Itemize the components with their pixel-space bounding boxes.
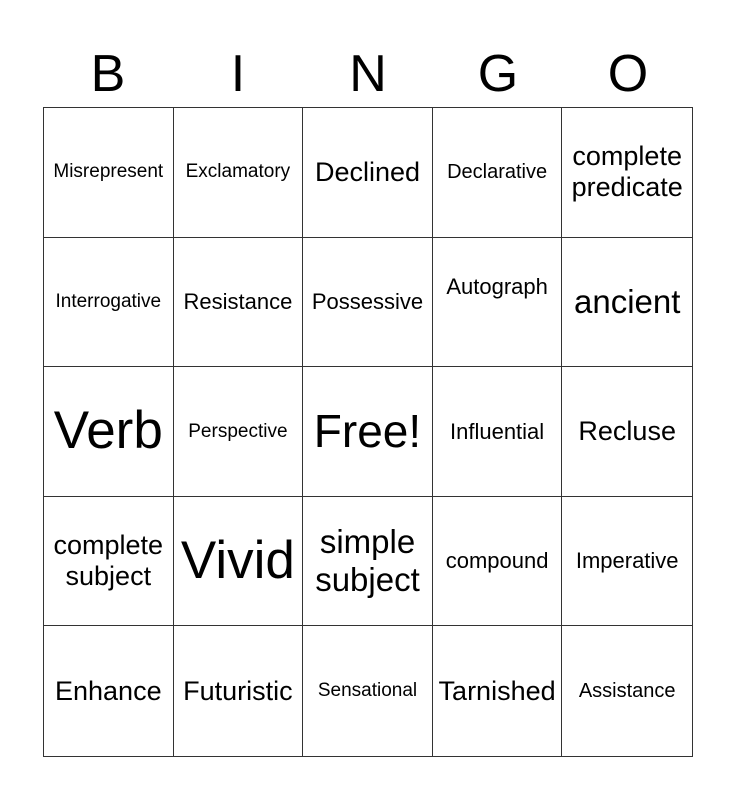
bingo-board <box>43 107 693 757</box>
cell-text: Declarative <box>447 160 548 183</box>
bingo-cell-r4c4[interactable] <box>433 497 563 627</box>
bingo-cell-r2c5[interactable] <box>562 238 692 368</box>
bingo-cell-r1c5[interactable] <box>562 108 692 238</box>
bingo-cell-r1c1[interactable] <box>44 108 174 238</box>
bingo-cell-r5c5[interactable] <box>562 626 692 756</box>
bingo-cell-r2c4[interactable] <box>433 238 563 368</box>
cell-text: Interrogative <box>55 290 162 312</box>
cell-text: Imperative <box>575 548 679 574</box>
bingo-cell-r3c3[interactable] <box>303 367 433 497</box>
cell-text: Vivid <box>180 530 295 590</box>
cell-text: Enhance <box>55 675 162 706</box>
cell-text: Sensational <box>317 680 418 702</box>
bingo-cell-r4c1[interactable] <box>44 497 174 627</box>
cell-text: complete predicate <box>571 141 683 203</box>
cell-text: Autograph <box>446 273 548 299</box>
cell-text: Futuristic <box>183 675 293 706</box>
cell-text: Verb <box>53 401 163 461</box>
cell-text: Possessive <box>311 289 424 315</box>
cell-text: Declined <box>314 156 421 187</box>
bingo-cell-r3c5[interactable] <box>562 367 692 497</box>
bingo-cell-r5c1[interactable] <box>44 626 174 756</box>
cell-text: Misrepresent <box>53 161 164 183</box>
cell-text: Assistance <box>578 679 676 702</box>
cell-text: simple subject <box>315 523 420 599</box>
free-space: Free! <box>313 405 422 458</box>
cell-text: Perspective <box>188 420 288 442</box>
bingo-cell-r4c3[interactable] <box>303 497 433 627</box>
bingo-cell-r4c5[interactable] <box>562 497 692 627</box>
cell-text: complete subject <box>53 530 164 592</box>
header-letter-b: B <box>90 45 126 103</box>
bingo-cell-r3c2[interactable] <box>174 367 304 497</box>
bingo-cell-r5c4[interactable] <box>433 626 563 756</box>
bingo-cell-r1c3[interactable] <box>303 108 433 238</box>
header-letter-i: I <box>230 45 246 103</box>
cell-text: compound <box>445 548 549 574</box>
cell-text: Resistance <box>183 289 293 315</box>
cell-text: Recluse <box>578 415 676 446</box>
bingo-header <box>43 40 693 108</box>
header-letter-n: N <box>349 45 387 103</box>
bingo-cell-r4c2[interactable] <box>174 497 304 627</box>
bingo-cell-r3c1[interactable] <box>44 367 174 497</box>
bingo-cell-r1c2[interactable] <box>174 108 304 238</box>
cell-text: Exclamatory <box>185 161 291 183</box>
header-letter-g: G <box>477 45 519 103</box>
bingo-cell-r5c2[interactable] <box>174 626 304 756</box>
bingo-cell-r5c3[interactable] <box>303 626 433 756</box>
bingo-cell-r2c3[interactable] <box>303 238 433 368</box>
bingo-cell-r2c2[interactable] <box>174 238 304 368</box>
cell-text: Influential <box>450 418 545 444</box>
header-letter-o: O <box>607 45 649 103</box>
cell-text: Tarnished <box>438 675 556 706</box>
bingo-cell-r1c4[interactable] <box>433 108 563 238</box>
bingo-cell-r2c1[interactable] <box>44 238 174 368</box>
bingo-cell-r3c4[interactable] <box>433 367 563 497</box>
cell-text: ancient <box>573 282 681 320</box>
